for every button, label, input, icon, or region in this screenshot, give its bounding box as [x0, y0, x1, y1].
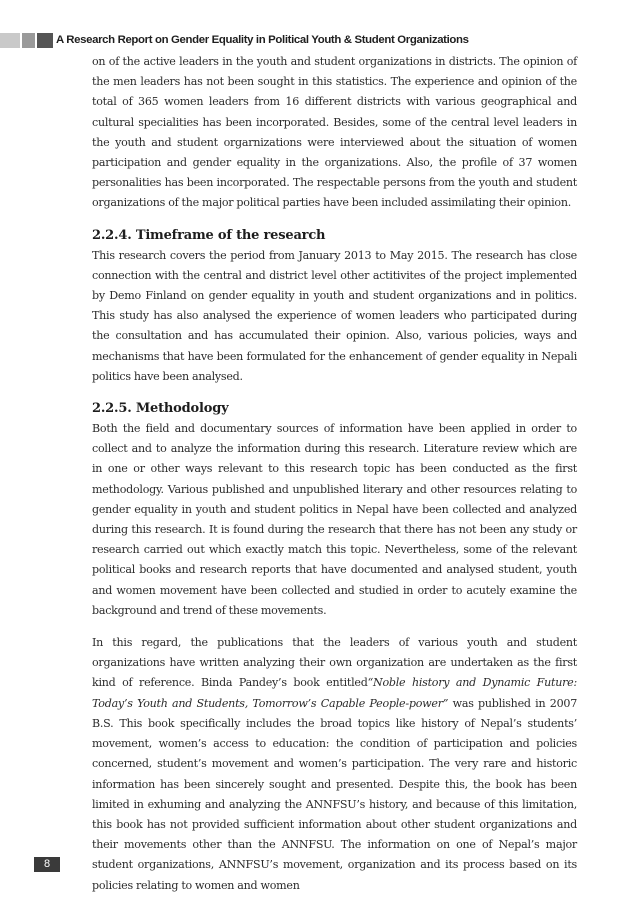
timeframe-heading: 2.2.4. Timeframe of the research	[92, 227, 326, 243]
header-bar-dark	[37, 33, 53, 48]
page-body	[92, 52, 577, 896]
header-bar-medium	[22, 33, 35, 48]
running-header-title: A Research Report on Gender Equality in Political Youth & Student Organizations	[56, 34, 469, 46]
header-bar-light	[0, 33, 20, 48]
book-title: “Noble history and Dynamic Future: Today’s Youth and Students, Tomorrow’s Capable People-power”	[92, 676, 577, 710]
methodology-heading: 2.2.5. Methodology	[92, 401, 229, 417]
methodology-paragraph-1: Both the field and documentary sources of information have been applied in order to collect and to analyze the information during this research. Literature review which are in one or other ways relevant to this research topic has been conducted as the first methodology. Various published and unpublished literary and other resources relating to gender equality in youth and student politics in Nepal have been collected and analyzed during this research. It is found during the research that there has not been any study or research carried out which exactly match this topic. Nevertheless, some of the relevant political books and research reports that have documented and analysed student, youth and women movement have been collected and studied in order to acutely examine the background and trend of these movements.	[92, 422, 577, 617]
header-decoration-bars	[0, 33, 60, 48]
paragraph-text-before-book: In this regard, the publications that the leaders of various youth and student organizations have written analyzing their own organization are undertaken as the first kind of reference. Binda Pandey’s book entitled	[92, 636, 577, 690]
methodology-paragraph-2	[92, 633, 577, 896]
paragraph-text-after-book: was published in 2007 B.S. This book specifically includes the broad topics like history of Nepal’s students’ movement, women’s access to education: the condition of participation and policies concerned, student’s movement and women’s participation. The very rare and historic information has been sincerely sought and presented. Despite this, the book has been limited in exhuming and analyzing the ANNFSU’s history, and because of this limitation, this book has not provided sufficient information about other student organizations and their movements other than the ANNFSU. The information on one of Nepal’s major student organizations, ANNFSU’s movement, organization and its process based on its policies relating to women and women	[92, 696, 577, 892]
timeframe-paragraph: This research covers the period from January 2013 to May 2015. The research has close connection with the central and district level other actitivites of the project implemented by Demo Finland on gender equality in youth and student organizations and in politics. This study has also analysed the experience of women leaders who participated during the consultation and has accumulated their opinion. Also, various policies, ways and mechanisms that have been formulated for the enhancement of gender equality in Nepali politics have been analysed.	[92, 248, 577, 383]
page-number: 8	[34, 857, 60, 872]
intro-paragraph: on of the active leaders in the youth and student organizations in districts. The opinion of the men leaders has not been sought in this statistics. The experience and opinion of the total of 365 women leaders from 16 different districts with various geographical and cultural specialities has been incorporated. Besides, some of the central level leaders in the youth and student orgarnizations were interviewed about the situation of women participation and gender equality in the organizations. Also, the profile of 37 women personalities has been incorporated. The respectable persons from the youth and student organizations of the major political parties have been included assimilating their opinion.	[92, 55, 577, 210]
